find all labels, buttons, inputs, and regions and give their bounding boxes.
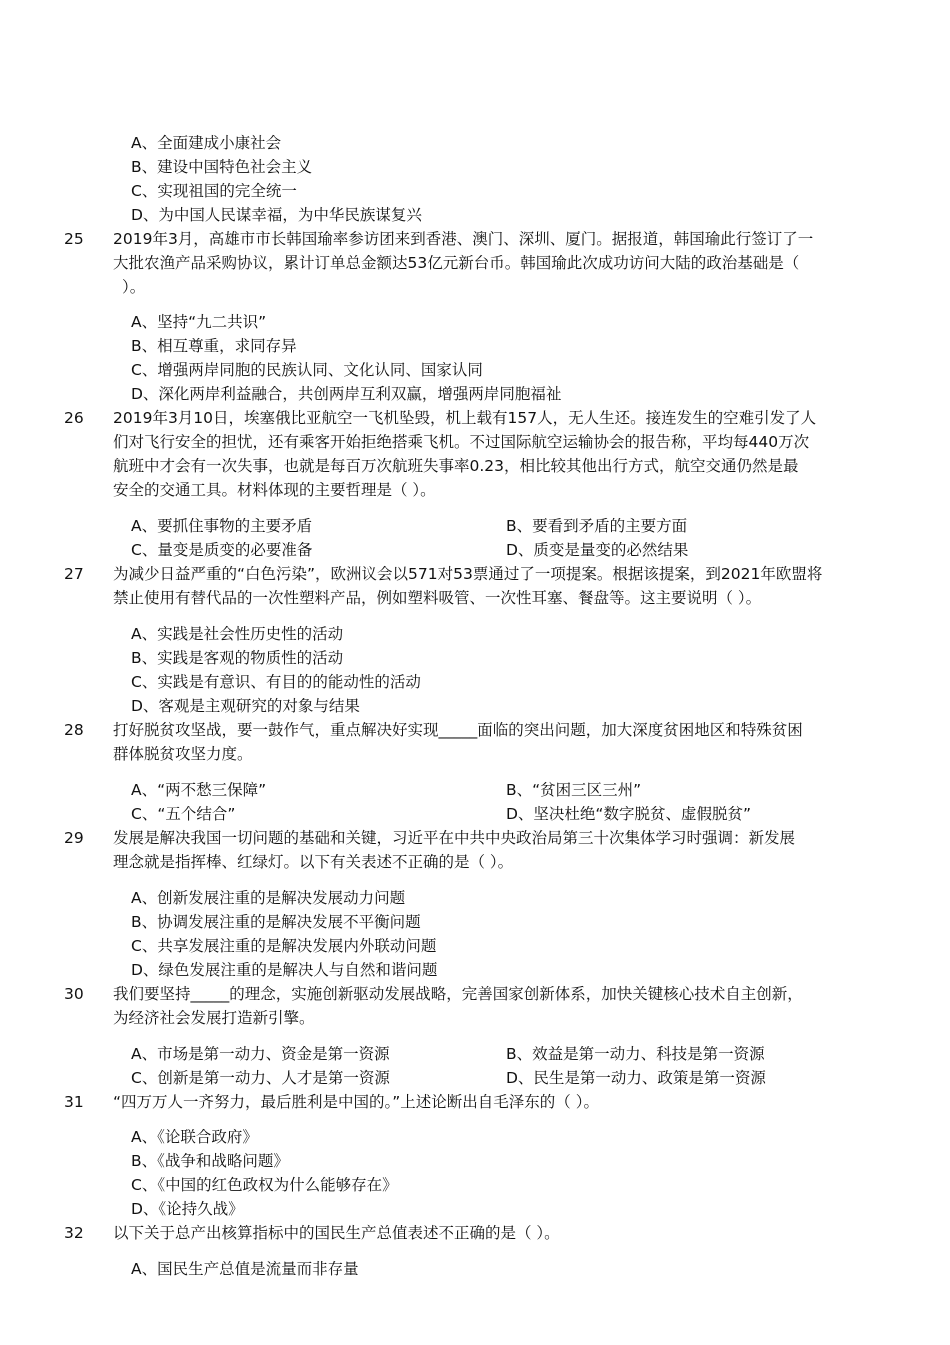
q25-option-d: D、深化两岸利益融合，共创两岸互利双赢，增强两岸同胞福祉 [131, 385, 562, 403]
q26-option-c: C、量变是质变的必要准备 [131, 541, 313, 559]
q24-option-d: D、为中国人民谋幸福，为中华民族谋复兴 [131, 206, 422, 224]
q28-stem-line: 群体脱贫攻坚力度。 [113, 745, 253, 763]
q27-stem-line: 为减少日益严重的“白色污染”，欧洲议会以571对53票通过了一项提案。根据该提案，到2021年欧盟将 [113, 565, 823, 583]
q29-stem-line: 发展是解决我国一切问题的基础和关键，习近平在中共中央政治局第三十次集体学习时强调：新发展 [113, 829, 796, 847]
q25-number: 25 [64, 230, 84, 248]
q28-option-b: B、“贫困三区三州” [506, 781, 642, 799]
q29-option-d: D、绿色发展注重的是解决人与自然和谐问题 [131, 961, 438, 979]
q25-stem-line: ）。 [122, 278, 146, 296]
q24-option-a: A、全面建成小康社会 [131, 134, 282, 152]
q25-option-c: C、增强两岸同胞的民族认同、文化认同、国家认同 [131, 361, 483, 379]
q28-option-a: A、“两不愁三保障” [131, 781, 267, 799]
q25-stem-line: 大批农渔产品采购协议，累计订单总金额达53亿元新台币。韩国瑜此次成功访问大陆的政治基础是（ [113, 254, 800, 272]
q32-stem-line: 以下关于总产出核算指标中的国民生产总值表述不正确的是（ ）。 [113, 1224, 560, 1242]
q30-option-a: A、市场是第一动力、资金是第一资源 [131, 1045, 390, 1063]
q26-option-a: A、要抓住事物的主要矛盾 [131, 517, 313, 535]
q28-stem-line: 打好脱贫攻坚战，要一鼓作气，重点解决好实现_____面临的突出问题，加大深度贫困地区和特殊贫困 [113, 721, 803, 739]
q27-option-d: D、客观是主观研究的对象与结果 [131, 697, 360, 715]
q27-option-c: C、实践是有意识、有目的的能动性的活动 [131, 673, 421, 691]
q27-number: 27 [64, 565, 84, 583]
q29-stem-line: 理念就是指挥棒、红绿灯。以下有关表述不正确的是（ ）。 [113, 853, 514, 871]
q29-option-b: B、协调发展注重的是解决发展不平衡问题 [131, 913, 421, 931]
q30-stem-line: 为经济社会发展打造新引擎。 [113, 1009, 315, 1027]
q24-option-b: B、建设中国特色社会主义 [131, 158, 313, 176]
q27-option-a: A、实践是社会性历史性的活动 [131, 625, 344, 643]
q29-option-a: A、创新发展注重的是解决发展动力问题 [131, 889, 406, 907]
q31-option-d: D、《论持久战》 [131, 1200, 244, 1218]
q26-option-b: B、要看到矛盾的主要方面 [506, 517, 688, 535]
q25-option-a: A、坚持“九二共识” [131, 313, 267, 331]
q30-number: 30 [64, 985, 84, 1003]
q30-option-d: D、民生是第一动力、政策是第一资源 [506, 1069, 766, 1087]
q26-stem-line: 们对飞行安全的担忧，还有乘客开始拒绝搭乘飞机。不过国际航空运输协会的报告称，平均每440万次 [113, 433, 810, 451]
q29-option-c: C、共享发展注重的是解决发展内外联动问题 [131, 937, 437, 955]
q25-stem-line: 2019年3月，高雄市市长韩国瑜率参访团来到香港、澳门、深圳、厦门。据报道，韩国瑜此行签订了一 [113, 230, 814, 248]
q31-number: 31 [64, 1093, 84, 1111]
q31-stem-line: “四万万人一齐努力，最后胜利是中国的。”上述论断出自毛泽东的（ ）。 [113, 1093, 599, 1111]
q31-option-b: B、《战争和战略问题》 [131, 1152, 289, 1170]
q32-number: 32 [64, 1224, 84, 1242]
q31-option-a: A、《论联合政府》 [131, 1128, 258, 1146]
q25-option-b: B、相互尊重，求同存异 [131, 337, 297, 355]
q28-option-d: D、坚决杜绝“数字脱贫、虚假脱贫” [506, 805, 751, 823]
q24-option-c: C、实现祖国的完全统一 [131, 182, 297, 200]
q27-stem-line: 禁止使用有替代品的一次性塑料产品，例如塑料吸管、一次性耳塞、餐盘等。这主要说明（ ）。 [113, 589, 762, 607]
q26-option-d: D、质变是量变的必然结果 [506, 541, 689, 559]
q26-number: 26 [64, 409, 84, 427]
q28-number: 28 [64, 721, 84, 739]
q30-option-c: C、创新是第一动力、人才是第一资源 [131, 1069, 390, 1087]
q28-option-c: C、“五个结合” [131, 805, 236, 823]
q30-stem-line: 我们要坚持_____的理念，实施创新驱动发展战略，完善国家创新体系，加快关键核心技术自主创新， [113, 985, 803, 1003]
q26-stem-line: 航班中才会有一次失事，也就是每百万次航班失事率0.23，相比较其他出行方式，航空交通仍然是最 [113, 457, 799, 475]
q26-stem-line: 2019年3月10日，埃塞俄比亚航空一飞机坠毁，机上载有157人，无人生还。接连发生的空难引发了人 [113, 409, 817, 427]
q27-option-b: B、实践是客观的物质性的活动 [131, 649, 344, 667]
q29-number: 29 [64, 829, 84, 847]
q30-option-b: B、效益是第一动力、科技是第一资源 [506, 1045, 765, 1063]
q26-stem-line: 安全的交通工具。材料体现的主要哲理是（ ）。 [113, 481, 436, 499]
q31-option-c: C、《中国的红色政权为什么能够存在》 [131, 1176, 398, 1194]
q32-option-a: A、国民生产总值是流量而非存量 [131, 1260, 359, 1278]
